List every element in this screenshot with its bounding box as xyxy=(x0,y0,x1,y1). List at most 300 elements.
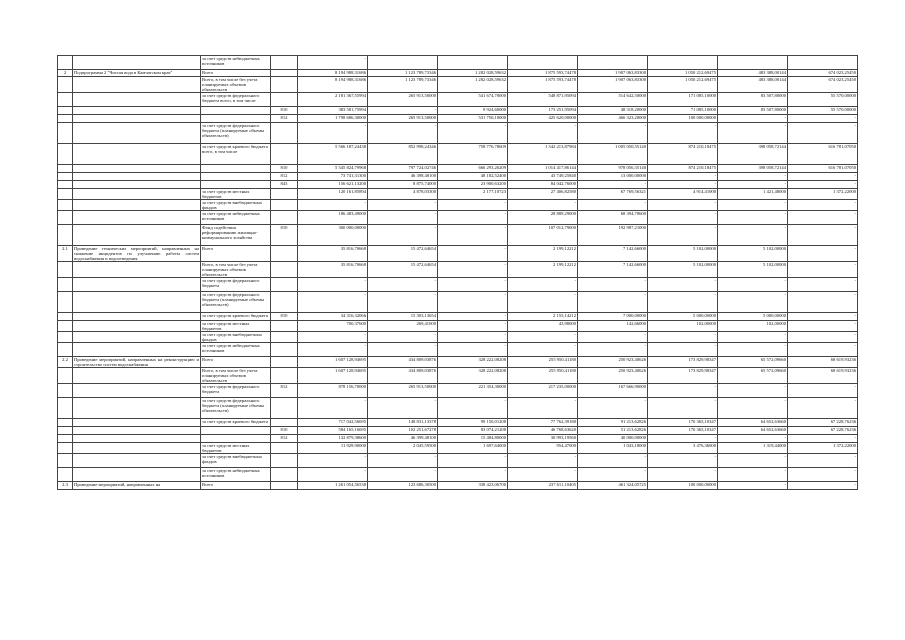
amount-cell: 68 619,93236 xyxy=(788,357,858,368)
funding-source-cell: за счет средств краевого бюджета xyxy=(201,313,271,321)
amount-cell: 1 372,22000 xyxy=(788,443,858,454)
amount-cell: 7 000,00000 xyxy=(578,313,648,321)
amount-cell: 11 929,90000 xyxy=(298,443,368,454)
funding-source-cell: за счет средств внебюджетных фондов xyxy=(201,332,271,343)
amount-cell: - xyxy=(648,225,718,246)
amount-cell: - xyxy=(718,123,788,144)
amount-cell: - xyxy=(648,384,718,398)
amount-cell: 15 472,64654 xyxy=(368,246,438,262)
amount-cell: - xyxy=(788,211,858,225)
funding-source-cell: за счет средств местных бюджетов xyxy=(201,189,271,200)
amount-cell: - xyxy=(508,468,578,482)
row-number-cell xyxy=(58,93,73,107)
row-number-cell xyxy=(58,189,73,200)
budget-code-cell xyxy=(271,70,298,77)
table-row xyxy=(58,454,858,468)
amount-cell: - xyxy=(578,468,648,482)
amount-cell: - xyxy=(648,123,718,144)
amount-cell: 83 507,80000 xyxy=(718,93,788,107)
funding-source-cell: Всего xyxy=(201,482,271,490)
amount-cell: - xyxy=(648,454,718,468)
amount-cell: - xyxy=(718,454,788,468)
table-row xyxy=(58,189,858,200)
program-name-cell xyxy=(73,443,201,454)
funding-source-cell: за счет средств краевого бюджета xyxy=(201,419,271,427)
row-number-cell: 2.1 xyxy=(58,246,73,262)
table-row xyxy=(58,398,858,419)
amount-cell: - xyxy=(298,468,368,482)
amount-cell: - xyxy=(368,107,438,115)
amount-cell xyxy=(578,56,648,70)
amount-cell: - xyxy=(438,398,508,419)
amount-cell: - xyxy=(648,200,718,211)
budget-code-cell: 812 xyxy=(271,384,298,398)
amount-cell: 265 913,50000 xyxy=(368,93,438,107)
amount-cell: 1 282 028,59632 xyxy=(438,77,508,93)
program-name-cell xyxy=(73,398,201,419)
budget-code-cell: 812 xyxy=(271,173,298,181)
row-number-cell xyxy=(58,181,73,189)
amount-cell: 1 261 054,56538 xyxy=(298,482,368,490)
amount-cell: - xyxy=(368,398,438,419)
amount-cell: - xyxy=(438,278,508,292)
amount-cell: - xyxy=(508,200,578,211)
amount-cell: 64 652,63660 xyxy=(718,419,788,427)
amount-cell: 68 619,93236 xyxy=(788,368,858,384)
amount-cell: 48 182,52400 xyxy=(438,173,508,181)
amount-cell: - xyxy=(718,225,788,246)
row-number-cell xyxy=(58,56,73,70)
amount-cell: - xyxy=(718,332,788,343)
amount-cell: - xyxy=(718,435,788,443)
amount-cell: 616 781,07050 xyxy=(788,144,858,165)
program-name-cell xyxy=(73,173,201,181)
funding-source-cell: Всего, в том числе без учета планируемых объемов обязательств xyxy=(201,262,271,278)
amount-cell: 1 319,44000 xyxy=(718,443,788,454)
amount-cell: - xyxy=(788,123,858,144)
amount-cell: - xyxy=(298,398,368,419)
amount-cell: 1 342 213,87984 xyxy=(508,144,578,165)
amount-cell: - xyxy=(438,343,508,357)
funding-source-cell xyxy=(201,115,271,123)
budget-code-cell xyxy=(271,246,298,262)
row-number-cell xyxy=(58,384,73,398)
amount-cell: - xyxy=(578,181,648,189)
amount-cell: 5 102,00000 xyxy=(648,262,718,278)
row-number-cell xyxy=(58,77,73,93)
amount-cell: 102,00000 xyxy=(718,321,788,332)
budget-code-cell xyxy=(271,398,298,419)
funding-source-cell: Всего xyxy=(201,246,271,262)
amount-cell: 28 889,29000 xyxy=(508,211,578,225)
table-row xyxy=(58,357,858,368)
amount-cell: - xyxy=(788,173,858,181)
amount-cell: 8 194 988,31686 xyxy=(298,70,368,77)
funding-source-cell: за счет средств небюджетных источников xyxy=(201,468,271,482)
amount-cell: 2 199,12212 xyxy=(508,246,578,262)
amount-cell: 1 050 212,69475 xyxy=(648,70,718,77)
amount-cell: 91 213,62826 xyxy=(578,419,648,427)
table-row xyxy=(58,123,858,144)
funding-source-cell xyxy=(201,427,271,435)
amount-cell: 5 566 187,24438 xyxy=(298,144,368,165)
row-number-cell xyxy=(58,419,73,427)
amount-cell: - xyxy=(788,115,858,123)
budget-code-cell xyxy=(271,443,298,454)
amount-cell: 173 829,98347 xyxy=(648,368,718,384)
amount-cell: - xyxy=(718,173,788,181)
table-row xyxy=(58,482,858,490)
amount-cell: 674 023,25450 xyxy=(788,77,858,93)
amount-cell: - xyxy=(788,468,858,482)
program-name-cell xyxy=(73,107,201,115)
amount-cell xyxy=(648,56,718,70)
amount-cell: 328 222,08208 xyxy=(438,368,508,384)
amount-cell: - xyxy=(718,398,788,419)
row-number-cell xyxy=(58,123,73,144)
amount-cell: - xyxy=(788,384,858,398)
budget-code-cell xyxy=(271,468,298,482)
row-number-cell xyxy=(58,211,73,225)
budget-code-cell: 812 xyxy=(271,115,298,123)
program-name-cell xyxy=(73,211,201,225)
program-name-cell xyxy=(73,384,201,398)
amount-cell: 30 993,19560 xyxy=(508,435,578,443)
funding-source-cell: за счет средств местных бюджетов xyxy=(201,321,271,332)
funding-source-cell xyxy=(201,435,271,443)
budget-code-cell xyxy=(271,77,298,93)
amount-cell: - xyxy=(508,398,578,419)
funding-source-cell: за счет средств федерального бюджета всего, в том числе xyxy=(201,93,271,107)
amount-cell: 1 907 063,83300 xyxy=(578,70,648,77)
amount-cell: 23 900,63200 xyxy=(438,181,508,189)
amount-cell xyxy=(508,56,578,70)
amount-cell: - xyxy=(438,454,508,468)
amount-cell: 265 913,50000 xyxy=(368,384,438,398)
table-row xyxy=(58,200,858,211)
row-number-cell xyxy=(58,165,73,173)
amount-cell: 5 000,00000 xyxy=(718,313,788,321)
amount-cell: 40 000,00000 xyxy=(578,435,648,443)
amount-cell: 250 923,40626 xyxy=(578,368,648,384)
amount-cell: 700,37600 xyxy=(298,321,368,332)
row-number-cell xyxy=(58,332,73,343)
amount-cell: - xyxy=(438,225,508,246)
amount-cell: 1 421,48000 xyxy=(718,189,788,200)
amount-cell: 434 809,03876 xyxy=(368,357,438,368)
amount-cell: 156 621,13200 xyxy=(298,181,368,189)
amount-cell: - xyxy=(648,292,718,313)
amount-cell: - xyxy=(578,123,648,144)
amount-cell: 250 923,40626 xyxy=(578,357,648,368)
budget-code-cell xyxy=(271,123,298,144)
budget-code-cell xyxy=(271,211,298,225)
amount-cell: 46 398,48100 xyxy=(368,173,438,181)
amount-cell: 2 155,14212 xyxy=(508,313,578,321)
table-row xyxy=(58,144,858,165)
program-name-cell: Подпрограмма 2 "Чистая вода в Камчатском крае" xyxy=(73,70,201,77)
amount-cell: 4 914,41000 xyxy=(648,189,718,200)
table-row xyxy=(58,115,858,123)
amount-cell: 83 074,21208 xyxy=(438,427,508,435)
amount-cell: 7 142,66000 xyxy=(578,262,648,278)
amount-cell: 100 000,00000 xyxy=(648,115,718,123)
funding-source-cell: за счет средств федерального бюджета (планируемые объемы обязательств) xyxy=(201,292,271,313)
budget-code-cell xyxy=(271,93,298,107)
amount-cell: 1 043,18000 xyxy=(578,443,648,454)
program-name-cell: Проведение технических мероприятий, направленных на снижение инцидентов по улучшению работы систем водоснабжения и водоотведения xyxy=(74,246,199,261)
amount-cell: 84 042,76000 xyxy=(508,181,578,189)
amount-cell: 4 878,03300 xyxy=(368,189,438,200)
amount-cell: - xyxy=(718,181,788,189)
amount-cell: - xyxy=(508,454,578,468)
program-name-cell xyxy=(73,419,201,427)
amount-cell: 461 324,05725 xyxy=(578,482,648,490)
amount-cell: 5 000,00000 xyxy=(648,313,718,321)
amount-cell: - xyxy=(438,332,508,343)
amount-cell: 71 085,10000 xyxy=(648,107,718,115)
funding-source-cell: за счет средств небюджетных источников xyxy=(201,343,271,357)
amount-cell: 1 014 417,86144 xyxy=(508,165,578,173)
amount-cell: - xyxy=(368,225,438,246)
program-name-cell xyxy=(73,292,201,313)
amount-cell: - xyxy=(438,292,508,313)
amount-cell: - xyxy=(788,200,858,211)
program-name-cell xyxy=(73,77,201,93)
budget-code-cell xyxy=(271,454,298,468)
funding-source-cell: Фонд содействия реформированию жилищно-коммунального хозяйства xyxy=(201,225,271,246)
amount-cell: 5 102,00000 xyxy=(718,262,788,278)
budget-code-cell xyxy=(271,278,298,292)
budget-code-cell: 810 xyxy=(271,427,298,435)
row-number-cell xyxy=(58,443,73,454)
row-number-cell xyxy=(58,435,73,443)
table-row xyxy=(58,343,858,357)
program-name-cell xyxy=(73,332,201,343)
table-row xyxy=(58,419,858,427)
budget-table xyxy=(57,55,858,490)
program-name-cell xyxy=(73,468,201,482)
amount-cell: 1 123 789,73346 xyxy=(368,70,438,77)
amount-cell: 9 924,60000 xyxy=(438,107,508,115)
amount-cell: 48 318,20000 xyxy=(578,107,648,115)
funding-source-cell: за счет средств федерального бюджета (планируемые объемы обязательств) xyxy=(201,398,271,419)
funding-source-cell: за счет средств федерального бюджета xyxy=(201,384,271,398)
amount-cell: 67 769,56321 xyxy=(578,189,648,200)
table-row xyxy=(58,181,858,189)
amount-cell: 328 222,08208 xyxy=(438,357,508,368)
amount-cell: 758 776,78609 xyxy=(438,144,508,165)
amount-cell: 616 781,07050 xyxy=(788,165,858,173)
program-name-cell xyxy=(73,368,201,384)
amount-cell: - xyxy=(438,246,508,262)
row-number-cell xyxy=(58,321,73,332)
table-row xyxy=(58,292,858,313)
funding-source-cell xyxy=(201,173,271,181)
budget-code-cell xyxy=(271,332,298,343)
row-number-cell xyxy=(58,262,73,278)
row-number-cell xyxy=(58,292,73,313)
amount-cell: 1 875 593,74478 xyxy=(508,77,578,93)
amount-cell: - xyxy=(718,200,788,211)
amount-cell: - xyxy=(298,292,368,313)
program-name-cell xyxy=(73,56,201,70)
amount-cell: 35 816,70668 xyxy=(298,246,368,262)
funding-source-cell: за счет средств небюджетных источников xyxy=(201,56,271,70)
funding-source-cell: за счет средств небюджетных источников xyxy=(201,211,271,225)
budget-code-cell xyxy=(271,144,298,165)
amount-cell: 269,41000 xyxy=(368,321,438,332)
amount-cell: 8 194 988,31686 xyxy=(298,77,368,93)
table-row xyxy=(58,70,858,77)
amount-cell: - xyxy=(718,292,788,313)
amount-cell: 15 472,64654 xyxy=(368,262,438,278)
amount-cell: 954,47000 xyxy=(508,443,578,454)
amount-cell: - xyxy=(648,181,718,189)
amount-cell: 102,00000 xyxy=(648,321,718,332)
amount-cell: 7 142,66000 xyxy=(578,246,648,262)
row-number-cell xyxy=(58,313,73,321)
amount-cell: 55 570,00000 xyxy=(788,93,858,107)
amount-cell: 1 372,22000 xyxy=(788,189,858,200)
amount-cell: - xyxy=(508,343,578,357)
amount-cell: 434 809,03876 xyxy=(368,368,438,384)
amount-cell: - xyxy=(578,332,648,343)
amount-cell: 65 572,09660 xyxy=(718,357,788,368)
amount-cell: 43 749,25840 xyxy=(508,173,578,181)
amount-cell: 1 005 050,55140 xyxy=(578,144,648,165)
amount-cell: - xyxy=(298,200,368,211)
amount-cell: 1 050 212,69475 xyxy=(648,77,718,93)
table-row xyxy=(58,262,858,278)
amount-cell: 83 507,80000 xyxy=(718,107,788,115)
amount-cell: 483 388,00144 xyxy=(718,77,788,93)
amount-cell: 5 102,00000 xyxy=(648,246,718,262)
amount-cell: - xyxy=(788,321,858,332)
amount-cell: 5 102,00000 xyxy=(718,246,788,262)
amount-cell: 531 750,10000 xyxy=(438,115,508,123)
amount-cell: 46 768,63620 xyxy=(508,427,578,435)
table-row xyxy=(58,225,858,246)
amount-cell: 398 058,72144 xyxy=(718,165,788,173)
table-row xyxy=(58,211,858,225)
budget-code-cell xyxy=(271,189,298,200)
amount-cell: - xyxy=(298,332,368,343)
amount-cell: - xyxy=(648,343,718,357)
program-name-cell xyxy=(73,115,201,123)
amount-cell: 148 831,13378 xyxy=(368,419,438,427)
amount-cell: 1 282 028,59632 xyxy=(438,70,508,77)
amount-cell: 15 303,13654 xyxy=(368,313,438,321)
budget-code-cell xyxy=(271,321,298,332)
amount-cell: 398 058,72144 xyxy=(718,144,788,165)
row-number-cell xyxy=(58,200,73,211)
amount-cell: - xyxy=(438,321,508,332)
funding-source-cell: Всего xyxy=(201,70,271,77)
amount-cell: - xyxy=(648,435,718,443)
amount-cell: 3 476,36000 xyxy=(648,443,718,454)
amount-cell: - xyxy=(648,398,718,419)
program-name-cell: Проведение мероприятий, направленных на реконструкцию и строительство систем водоснабжения xyxy=(74,357,199,367)
amount-cell: 27 406,82580 xyxy=(508,189,578,200)
budget-code-cell: 812 xyxy=(271,435,298,443)
row-number-cell xyxy=(58,427,73,435)
amount-cell: 666 293,26209 xyxy=(438,165,508,173)
amount-cell: 514 642,50000 xyxy=(578,93,648,107)
amount-cell: - xyxy=(508,123,578,144)
amount-cell: - xyxy=(788,454,858,468)
funding-source-cell xyxy=(201,107,271,115)
amount-cell: 167 666,90000 xyxy=(578,384,648,398)
amount-cell: - xyxy=(788,181,858,189)
amount-cell xyxy=(438,56,508,70)
amount-cell: - xyxy=(718,468,788,482)
amount-cell xyxy=(718,56,788,70)
row-number-cell xyxy=(58,368,73,384)
row-number-cell xyxy=(58,454,73,468)
row-number-cell xyxy=(58,225,73,246)
amount-cell: 46 399,48100 xyxy=(368,435,438,443)
amount-cell: - xyxy=(508,332,578,343)
row-number-cell: 2.3 xyxy=(58,482,73,490)
budget-code-cell: 810 xyxy=(271,313,298,321)
budget-code-cell xyxy=(271,56,298,70)
amount-cell: 73 741,31300 xyxy=(298,173,368,181)
program-name-cell xyxy=(73,321,201,332)
amount-cell: 15 484,80000 xyxy=(438,435,508,443)
amount-cell: 2 177,10723 xyxy=(438,189,508,200)
amount-cell: - xyxy=(648,173,718,181)
amount-cell: - xyxy=(788,482,858,490)
amount-cell: 186 483,49000 xyxy=(298,211,368,225)
amount-cell: - xyxy=(648,211,718,225)
budget-code-cell xyxy=(271,200,298,211)
program-name-cell xyxy=(73,427,201,435)
amount-cell: 173 251,95094 xyxy=(508,107,578,115)
program-name-cell: Проведение мероприятий, направленных на xyxy=(73,482,201,490)
amount-cell: - xyxy=(368,278,438,292)
amount-cell: - xyxy=(438,200,508,211)
program-name-cell xyxy=(73,343,201,357)
amount-cell: - xyxy=(438,313,508,321)
amount-cell: 170 365,10347 xyxy=(648,427,718,435)
amount-cell: - xyxy=(298,278,368,292)
amount-cell: - xyxy=(788,262,858,278)
funding-source-cell: за счет средств внебюджетных фондов xyxy=(201,200,271,211)
amount-cell: - xyxy=(788,225,858,246)
amount-cell: 132 879,38600 xyxy=(298,435,368,443)
row-number-cell: 2 xyxy=(58,70,73,77)
amount-cell: 584 165,16695 xyxy=(298,427,368,435)
amount-cell: - xyxy=(368,468,438,482)
amount-cell: - xyxy=(718,482,788,490)
amount-cell: - xyxy=(368,211,438,225)
amount-cell: 35 816,70668 xyxy=(298,262,368,278)
amount-cell: 5 345 824,79968 xyxy=(298,165,368,173)
program-name-cell xyxy=(73,262,201,278)
row-number-cell xyxy=(58,398,73,419)
amount-cell: 255 950,41180 xyxy=(508,357,578,368)
table-row xyxy=(58,173,858,181)
amount-cell: - xyxy=(788,435,858,443)
amount-cell: 67 228,76236 xyxy=(788,427,858,435)
budget-code-cell xyxy=(271,357,298,368)
table-row xyxy=(58,56,858,70)
budget-code-cell xyxy=(271,262,298,278)
program-name-cell xyxy=(73,278,201,292)
amount-cell: - xyxy=(578,454,648,468)
amount-cell: 878 156,70000 xyxy=(298,384,368,398)
